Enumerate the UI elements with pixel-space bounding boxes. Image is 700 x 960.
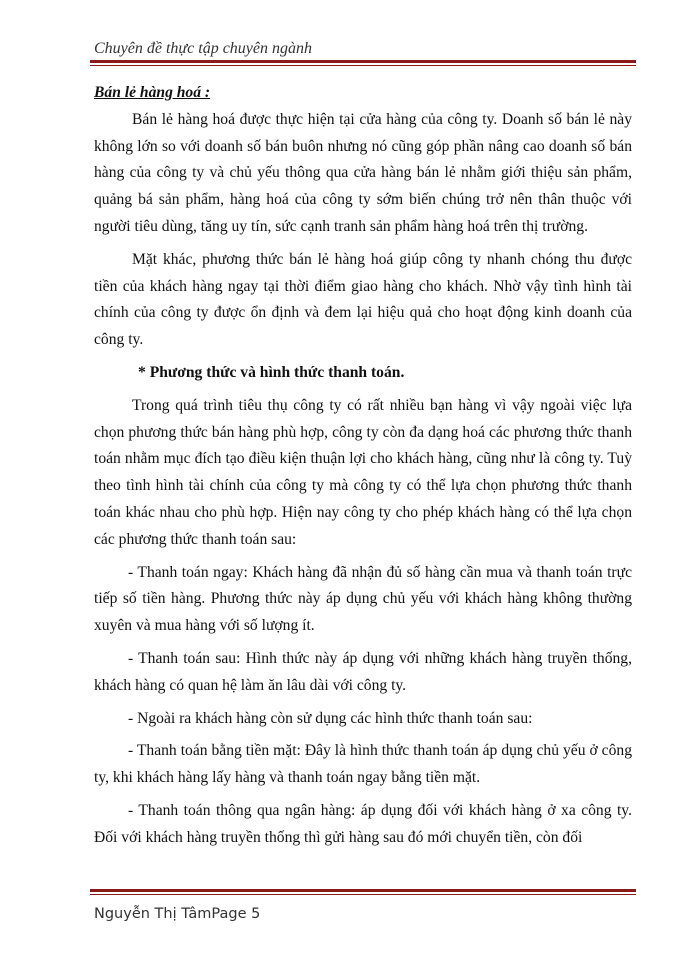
footer-rule [90, 889, 636, 895]
paragraph-1: Bán lẻ hàng hoá được thực hiện tại cửa hàng của công ty. Doanh số bán lẻ này không lớn so với doanh số bán buôn nhưng nó cũng góp phần nâng cao doanh số bán hàng của công ty và chủ yếu thông qua cửa hàng bán lẻ nhằm giới thiệu sản phẩm, quảng bá sản phẩm, hàng hoá của công ty sớm biến chúng trở nên thân thuộc với người tiêu dùng, tăng uy tín, sức cạnh tranh sản phẩm hàng hoá trên thị trường. [94, 110, 632, 235]
page-header-title: Chuyên đề thực tập chuyên ngành [94, 40, 312, 57]
section-heading-text: Bán lẻ hàng hoá : [94, 84, 211, 101]
list-item-1: - Thanh toán ngay: Khách hàng đã nhận đủ số hàng cần mua và thanh toán trực tiếp số tiền hàng. Phương thức này áp dụng chủ yếu với khách hàng không thường xuyên và mua hàng với số lượng ít. [94, 563, 632, 635]
page-footer: Nguyễn Thị TâmPage 5 [94, 906, 261, 922]
document-body [94, 80, 632, 852]
paragraph-3: Trong quá trình tiêu thụ công ty có rất nhiều bạn hàng vì vậy ngoài việc lựa chọn phương thức bán hàng phù hợp, công ty còn đa dạng hoá các phương thức thanh toán nhằm mục đích tạo điều kiện thuận lợi cho khách hàng, cũng như là công ty. Tuỳ theo tình hình tài chính của công ty mà công ty có thể lựa chọn phương thức thanh toán khác nhau cho phù hợp. Hiện nay công ty cho phép khách hàng có thể lựa chọn các phương thức thanh toán sau: [94, 396, 632, 548]
list-item-5: - Thanh toán thông qua ngân hàng: áp dụng đối với khách hàng ở xa công ty. Đối với khách hàng truyền thống thì gửi hàng sau đó mới chuyển tiền, còn đối [94, 801, 632, 846]
section-heading [94, 80, 632, 107]
subheading-payment: * Phương thức và hình thức thanh toán. [138, 363, 405, 381]
header-rule [90, 60, 636, 66]
list-item-4: - Thanh toán bằng tiền mặt: Đây là hình thức thanh toán áp dụng chủ yếu ở công ty, khi khách hàng lấy hàng và thanh toán ngay bằng tiền mặt. [94, 742, 632, 787]
list-item-2: - Thanh toán sau: Hình thức này áp dụng với những khách hàng truyền thống, khách hàng có quan hệ làm ăn lâu dài với công ty. [94, 649, 632, 694]
paragraph-2: Mặt khác, phương thức bán lẻ hàng hoá giúp công ty nhanh chóng thu được tiền của khách hàng ngay tại thời điểm giao hàng cho khách. Nhờ vậy tình hình tài chính của công ty được ổn định và đem lại hiệu quả cho hoạt động kinh doanh của công ty. [94, 250, 632, 349]
list-item-3: - Ngoài ra khách hàng còn sử dụng các hình thức thanh toán sau: [128, 709, 533, 727]
